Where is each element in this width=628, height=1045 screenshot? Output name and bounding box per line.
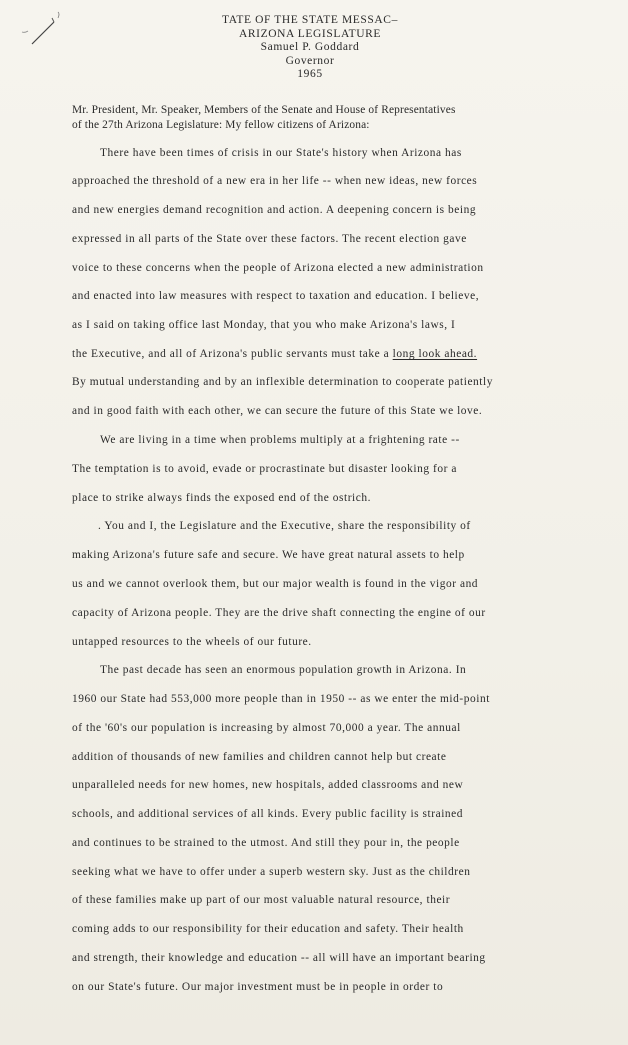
body-line-text: 1960 our State had 553,000 more people than in 1950 -- as we enter the mid-point (72, 693, 490, 705)
body-line-text: as I said on taking office last Monday, that you who make Arizona's laws, I (72, 319, 456, 331)
body-line (72, 808, 463, 820)
header-title: TATE OF THE STATE MESSAC‒ (222, 14, 398, 26)
body-line-text: The past decade has seen an enormous population growth in Arizona. In (100, 664, 467, 676)
body-line (72, 376, 493, 388)
body-line-text: schools, and additional services of all kinds. Every public facility is strained (72, 808, 464, 820)
body-line (72, 751, 447, 763)
body-line (72, 952, 486, 964)
body-line-text: of the '60's our population is increasing by almost 70,000 a year. The annual (72, 722, 461, 734)
body-line (72, 894, 450, 906)
body-line (72, 607, 486, 619)
header-office: Governor (285, 54, 335, 67)
body-line-text: We are living in a time when problems multiply at a frightening rate -- (100, 434, 460, 446)
salutation (72, 103, 602, 133)
body-line (72, 837, 460, 849)
body-line (100, 147, 462, 159)
salutation-line: Mr. President, Mr. Speaker, Members of the Senate and House of Representatives (72, 104, 456, 116)
body-line-text: and in good faith with each other, we can secure the future of this State we love. (72, 405, 483, 417)
pen-mark-icon (14, 8, 74, 48)
body-line-text: the Executive, and all of Arizona's public servants must take a (72, 348, 393, 360)
body-line (72, 262, 484, 274)
body-line (72, 175, 477, 187)
body-line (72, 578, 478, 590)
salutation-line: of the 27th Arizona Legislature: My fellow citizens of Arizona: (72, 119, 370, 131)
body-line (72, 693, 490, 705)
body-line-text: seeking what we have to offer under a superb western sky. Just as the children (72, 866, 471, 878)
body-line (72, 405, 482, 417)
header-body: ARIZONA LEGISLATURE (238, 27, 382, 40)
body-line (100, 434, 460, 446)
body-line-text: By mutual understanding and by an inflexible determination to cooperate patiently (72, 376, 493, 388)
body-line (98, 520, 471, 532)
body-line (72, 463, 457, 475)
body-line (72, 779, 463, 791)
body-line (72, 204, 476, 216)
body-line-text: on our State's future. Our major investment must be in people in order to (72, 981, 444, 993)
header-year: 1965 (297, 68, 323, 81)
body-line (72, 233, 467, 245)
body-line-text: untapped resources to the wheels of our future. (72, 636, 312, 648)
body-line (72, 981, 443, 993)
document-header (160, 14, 460, 82)
body-line-text: and strength, their knowledge and education -- all will have an important bearing (72, 952, 486, 964)
body-line-text: and new energies demand recognition and action. A deepening concern is being (72, 204, 477, 216)
body-line-text: capacity of Arizona people. They are the drive shaft connecting the engine of our (72, 607, 486, 619)
body-line (72, 492, 371, 504)
body-line-text: addition of thousands of new families and children cannot help but create (72, 751, 447, 763)
body-line-text: and continues to be strained to the utmost. And still they pour in, the people (72, 837, 460, 849)
body-line-text: voice to these concerns when the people of Arizona elected a new administration (72, 262, 484, 274)
body-line-text: coming adds to our responsibility for their education and safety. Their health (72, 923, 464, 935)
body-line-text: us and we cannot overlook them, but our major wealth is found in the vigor and (72, 578, 479, 590)
body-line-text: making Arizona's future safe and secure. We have great natural assets to help (72, 549, 465, 561)
body-line (72, 636, 312, 648)
body-line-text: approached the threshold of a new era in her life -- when new ideas, new forces (72, 175, 478, 187)
body-line-text: of these families make up part of our most valuable natural resource, their (72, 894, 451, 906)
body-line-text: unparalleled needs for new homes, new hospitals, added classrooms and new (72, 779, 464, 791)
body-line (72, 866, 470, 878)
body-line (72, 319, 455, 331)
body-line-text: and enacted into law measures with respect to taxation and education. I believe, (72, 290, 480, 302)
underlined-phrase: long look ahead. (392, 348, 478, 360)
body-line (72, 923, 464, 935)
body-line-text: . You and I, the Legislature and the Executive, share the responsibility of (98, 520, 471, 532)
body-line-text: expressed in all parts of the State over these factors. The recent election gave (72, 233, 467, 245)
body-line-text: The temptation is to avoid, evade or procrastinate but disaster looking for a (72, 463, 457, 475)
body-line (72, 290, 479, 302)
body-line (72, 348, 477, 360)
body-line (72, 722, 461, 734)
body-line (72, 549, 465, 561)
body-line-text: There have been times of crisis in our State's history when Arizona has (100, 147, 462, 159)
body-line-text: place to strike always finds the exposed end of the ostrich. (72, 492, 372, 504)
header-name: Samuel P. Goddard (260, 41, 360, 54)
body-line (100, 664, 466, 676)
